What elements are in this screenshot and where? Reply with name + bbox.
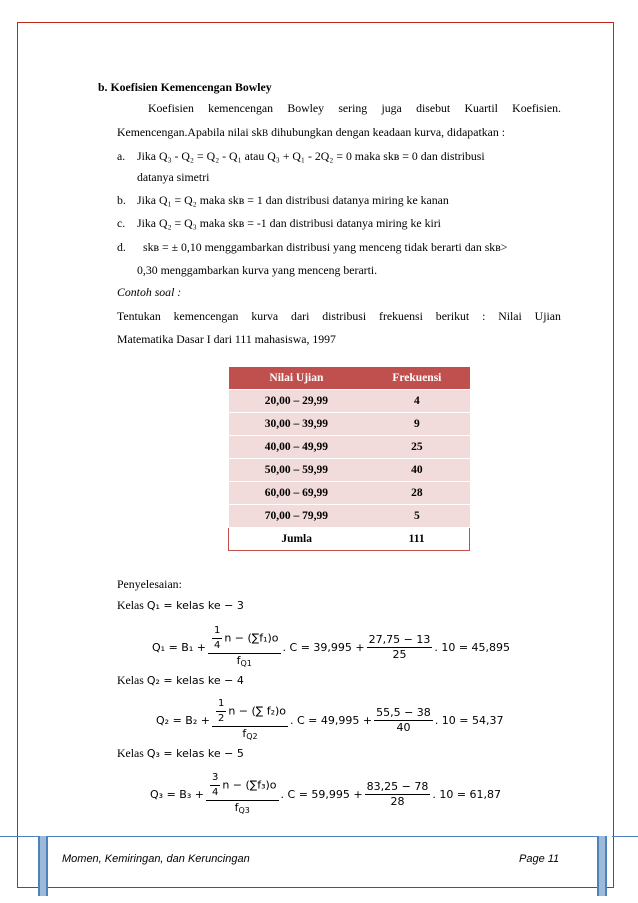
word: kurva — [251, 309, 279, 323]
section-heading: b. Koefisien Kemencengan Bowley — [98, 80, 272, 94]
word: juga — [381, 101, 402, 115]
coef-fraction — [212, 624, 222, 653]
table-header-row — [229, 367, 470, 390]
num-rest: n − (∑ f₂)o — [228, 704, 287, 717]
cell-range: 30,00 – 39,99 — [229, 413, 365, 436]
total-label: Jumla — [229, 528, 365, 551]
table-row — [229, 413, 470, 436]
item-marker-a: a. — [117, 149, 126, 163]
footer-bar-left-inner — [40, 836, 46, 896]
cell-range: 70,00 – 79,99 — [229, 505, 365, 528]
table-row — [229, 390, 470, 413]
kelas-q3 — [117, 746, 244, 761]
formula-lhs: Q₁ = B₁ + — [152, 640, 206, 654]
formula-result: . 10 = 45,895 — [434, 640, 511, 654]
intro-text-rest: dihubungkan dengan keadaan kurva, didapatkan : — [268, 125, 505, 139]
total-value: 111 — [364, 528, 469, 551]
example-line-1 — [117, 309, 561, 323]
formula-q1 — [152, 624, 510, 670]
val-den: 28 — [390, 794, 405, 808]
word: sering — [338, 101, 368, 115]
kelas-q2 — [117, 673, 244, 688]
val-num: 27,75 − 13 — [368, 632, 431, 646]
word: Bowley — [287, 101, 325, 115]
coef-fraction — [216, 697, 226, 726]
val-den: 25 — [392, 647, 407, 661]
cell-range: 50,00 – 59,99 — [229, 459, 365, 482]
cell-frequency: 28 — [364, 482, 469, 505]
den-f: f — [242, 726, 247, 740]
coef-num: 3 — [210, 771, 220, 786]
fraction-values — [367, 633, 433, 662]
coef-den: 2 — [217, 712, 225, 724]
val-den: 40 — [396, 720, 411, 734]
word: Koefisien. — [512, 101, 561, 115]
kelas-eq: Q₃ = kelas ke − 5 — [146, 747, 244, 760]
coef-num: 1 — [212, 624, 222, 639]
den-sub: Q1 — [240, 658, 252, 668]
table-row — [229, 436, 470, 459]
word: Koefisien — [148, 101, 194, 115]
fraction-denominator — [235, 654, 254, 671]
word: Tentukan — [117, 309, 161, 323]
example-label: Contoh soal : — [117, 285, 182, 299]
coef-num: 1 — [216, 697, 226, 712]
cell-frequency: 40 — [364, 459, 469, 482]
formula-q2 — [156, 697, 504, 743]
item-a-line2: datanya simetri — [137, 170, 210, 184]
cell-range: 40,00 – 49,99 — [229, 436, 365, 459]
word: : — [482, 309, 486, 323]
item-c-line1: Jika Q₂ = Q₃ maka skʙ = -1 dan distribusi datanya miring ke kiri — [137, 216, 441, 230]
cell-range: 20,00 – 29,99 — [229, 390, 365, 413]
intro-text: Kemencengan.Apabila nilai sk — [117, 125, 263, 139]
kelas-text: Kelas — [117, 673, 147, 687]
kelas-text: Kelas — [117, 598, 147, 612]
formula-mid: . C = 49,995 + — [290, 713, 373, 727]
footer-rule-right — [612, 836, 638, 837]
fraction-denominator — [233, 801, 252, 818]
frequency-table — [228, 367, 470, 551]
word: kemencengan — [173, 309, 239, 323]
table-row — [229, 459, 470, 482]
item-a-line1: Jika Q₃ - Q₂ = Q₂ - Q₁ atau Q₃ + Q₁ - 2Q₂ = 0 maka skʙ = 0 dan distribusi — [137, 149, 485, 163]
den-f: f — [234, 800, 239, 814]
cell-frequency: 9 — [364, 413, 469, 436]
kelas-eq: Q₁ = kelas ke − 3 — [146, 599, 244, 612]
example-line-2: Matematika Dasar I dari 111 mahasiswa, 1997 — [117, 332, 336, 346]
coef-fraction — [210, 771, 220, 800]
fraction-numerator — [212, 697, 288, 727]
kelas-text: Kelas — [117, 746, 147, 760]
table-total-row — [229, 528, 470, 551]
formula-result: . 10 = 54,37 — [434, 713, 504, 727]
word: Ujian — [534, 309, 561, 323]
fraction-denominator — [240, 727, 259, 744]
coef-den: 4 — [211, 786, 219, 798]
word: dari — [291, 309, 310, 323]
den-sub: Q2 — [246, 731, 258, 741]
formula-result: . 10 = 61,87 — [432, 787, 502, 801]
item-d-line2: 0,30 menggambarkan kurva yang menceng berarti. — [137, 263, 378, 277]
header-nilai-ujian: Nilai Ujian — [229, 367, 365, 390]
word: disebut — [416, 101, 451, 115]
item-b-line1: Jika Q₁ = Q₂ maka skʙ = 1 dan distribusi datanya miring ke kanan — [137, 193, 449, 207]
formula-mid: . C = 39,995 + — [282, 640, 365, 654]
kelas-q1 — [117, 598, 244, 613]
footer-rule-left — [0, 836, 38, 837]
intro-line-2 — [117, 125, 505, 140]
word: Kuartil — [464, 101, 498, 115]
formula-mid: . C = 59,995 + — [280, 787, 363, 801]
item-d-line1: skʙ = ± 0,10 menggambarkan distribusi yang menceng tidak berarti dan skʙ> — [143, 240, 508, 254]
word: frekuensi — [379, 309, 423, 323]
cell-frequency: 4 — [364, 390, 469, 413]
val-num: 55,5 − 38 — [376, 705, 431, 719]
fraction-values — [365, 780, 431, 809]
den-sub: Q3 — [238, 805, 250, 815]
footer-title: Momen, Kemiringan, dan Keruncingan — [62, 853, 250, 865]
num-rest: n − (∑f₃)o — [222, 778, 277, 791]
cell-range: 60,00 – 69,99 — [229, 482, 365, 505]
footer-bar-right-inner — [599, 836, 605, 896]
word: distribusi — [322, 309, 367, 323]
word: kemencengan — [208, 101, 274, 115]
solution-label: Penyelesaian: — [117, 577, 182, 591]
den-f: f — [236, 653, 241, 667]
footer-page-number: Page 11 — [519, 853, 560, 865]
item-marker-d: d. — [117, 240, 126, 254]
word: Nilai — [498, 309, 522, 323]
table-row — [229, 505, 470, 528]
intro-sub: B — [262, 128, 269, 138]
cell-frequency: 25 — [364, 436, 469, 459]
fraction-numerator — [206, 771, 279, 801]
item-marker-b: b. — [117, 193, 126, 207]
header-frekuensi: Frekuensi — [364, 367, 469, 390]
formula-lhs: Q₂ = B₂ + — [156, 713, 210, 727]
fraction-values — [374, 706, 433, 735]
coef-den: 4 — [213, 639, 221, 651]
item-marker-c: c. — [117, 216, 126, 230]
val-num: 83,25 − 78 — [366, 779, 429, 793]
table-row — [229, 482, 470, 505]
formula-lhs: Q₃ = B₃ + — [150, 787, 204, 801]
word: berikut — [435, 309, 470, 323]
formula-q3 — [150, 771, 501, 817]
cell-frequency: 5 — [364, 505, 469, 528]
kelas-eq: Q₂ = kelas ke − 4 — [146, 674, 244, 687]
intro-line-1 — [148, 101, 561, 115]
fraction-main — [208, 624, 281, 671]
fraction-main — [212, 697, 288, 744]
fraction-numerator — [208, 624, 281, 654]
fraction-main — [206, 771, 279, 818]
num-rest: n − (∑f₁)o — [224, 631, 279, 644]
footer-rule — [38, 836, 598, 837]
